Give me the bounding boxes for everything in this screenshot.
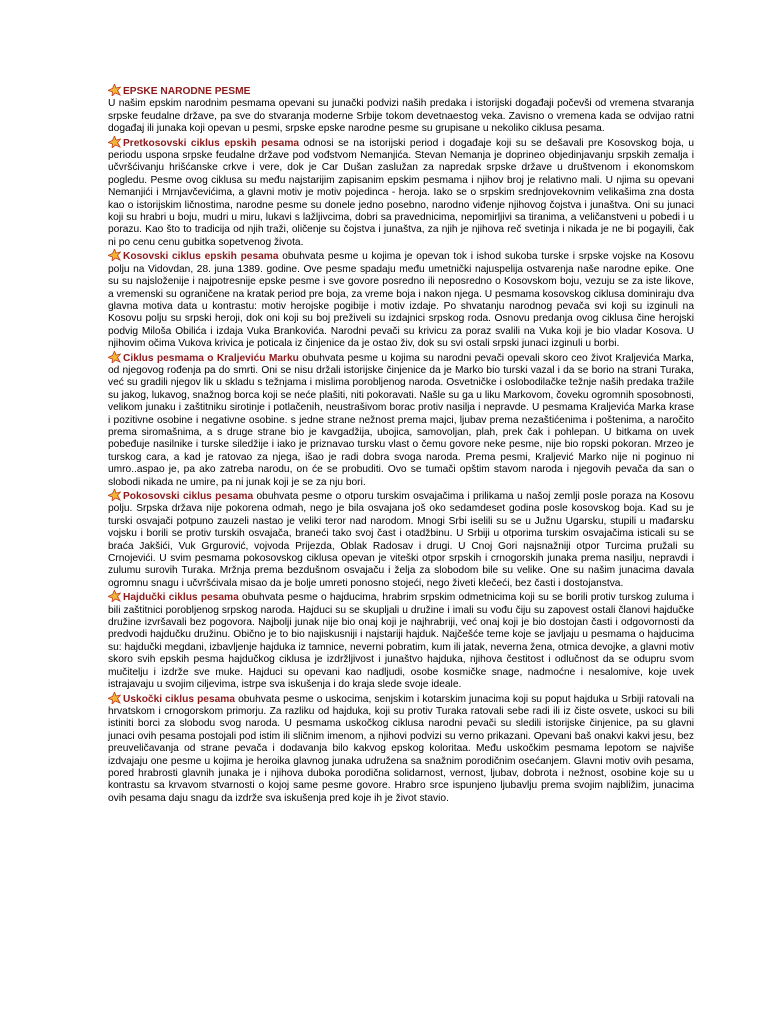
section-heading: Pokosovski ciklus pesama [123,491,254,502]
intro-text: U našim epskim narodnim pesmama opevani su junački podvizi naših predaka i istorijski događaji počevši od vremena stvaranja srpske feudalne države, pa sve do stvaranja moderne Srbije tokom devetnaestog veka. Zavisno o vremena kada se odvijao ratni događaj ili junaka koji opevan u pesmi, srpske epske narodne pesme su grupisane u nekoliko ciklusa pesama. [108,98,694,135]
star-burst-icon [108,249,121,261]
star-burst-icon [108,489,121,501]
section-heading: Hajdučki ciklus pesama [123,592,239,604]
section-text: odnosi se na istorijski period i događaje koji su se dešavali pre Kosovskog boja, u periodu uspona srpske feudalne države pod vođstvom Nemanjića. Stevan Nemanja je doprineo objedinjavanju srpskih zemalja i učvršćivanju hrišćanske crkve i vere, dok je Car Dušan zaslužan za napredak srpske države u društvenom i ekonomskom pogledu. Pesme ovog ciklusa su među najstarijim zapisanim epskim pesmama i njihov broj je relativno mali. U njima su opevani Nemanjići i Mrnjavčevićima, a glavni motiv je motiv pojedinca - heroja. Iako se o srpskim srednjovekovnim velikašima zna dosta kao o istorijskim ličnostima, narodne pesme su donele jedno posebno, narodno viđenje njihovog čojstva i junaštva. Oni su junaci koji su hrabri u boju, mudri u miru, lukavi s lažljivcima, dobri sa pravednicima, nepomirljivi sa tiranima, a veličanstveni u pobedi i u porazu. Kao što to tradicija od njih traži, oličenje su čojstva i junaštva, za njih je njihova reč svetinja i nikada je ne bi pogayili, čak ni po cenu cenu gubitka sopetvenog života. [108,137,694,248]
star-burst-icon [108,590,121,602]
document-body [108,84,694,805]
section-uskocki [108,692,694,806]
section-text: obuhvata pesme u kojima su narodni pevači opevali skoro ceo život Kraljevića Marka, od njegovog rođenja pa do smrti. Oni se nisu držali istorijske činjenice da je Marko bio turski vazal i da se borio na strani Turaka, već su gradili njegov lik u skladu s težnjama i mislima porobljenog naroda. Osvetničke i oslobodilačke težnje naših predaka tražile su jakog, lukavog, snažnog borca koji se neće plašiti, niti pokoravati. Našle su ga u liku Markovom, čoveku ogromnih sposobnosti, velikom junaku i zaštitniku sirotinje i potlačenih, neustrašivom borac protiv nasilja i nepravde. U pesmama Kraljevića Marka krase i pozitivne osobine i negativne osobine. s jedne strane nežnost prema majci, ljubav prema nezaštićenima i poštenima, a naročito prema siromašnima, a s druge strane bio je kavgadžija, ubojica, samovoljan, plah, prek čak i pohlepan. U bitkama on uvek pobeđuje nasilnike i turske siledžije i iako je priznavao tursku vlast o čemu govore neke pesme, nije bio ropski pokoran. Mrzeo je turskog cara, a kad je ratovao za njega, išao je radi dobra svoga naroda. Prema pesmi, Kraljević Marko nije ni poginuo ni umro..aspao je, pa ako zatreba narodu, on će se probuditi. Ovo se tumači opštim stavom naroda i njegovih pevača da san o slobodi nikada ne umire, pa ni junak koji je se za nju bori. [108,352,694,488]
section-text: obuhvata pesme o uskocima, senjskim i kotarskim junacima koji su poput hajduka u Srbiji ratovali na hrvatskom i crnogorskom primorju. Za razliku od hajduka, koji su protiv Turaka ratovali sebe radi ili iz čiste osvete, uskoci su bili istiniti borci za slobodu svog naroda. U pesmama uskočkog ciklusa narodni pevači su sledili istorijske činjenice, pa su glavni junaci ovih pesama postojali pod istim ili sličnim imenom, a njihovi podvizi su verno prikazani. Opevani baš onakvi kakvi jesu, bez preuveličavanja od strane pevača i dodavanja bilo kakvog epskog koloritaa. Među uskočkim pesmama lepotom se najviše izdvajaju one pesme u kojima je heroika glavnog junaka udružena sa snažnim porodičnim osećanjem. Glavni motiv ovih pesama, pored hrabrosti glavnih junaka je i njihova duboka porodična solidarnost, vernost, ljubav, dobrota i nežnost, osobine koje su u kontrastu sa krvavom stvarnosti o kojoj same pesme govore. Hrabro srce ispunjeno ljubavlju prema svojim najbližim, junacima ovih pesama daju snagu da izdrže sva iskušenja pred koje ih je život stavio. [108,693,694,804]
document-title-block [108,84,694,136]
section-text: obuhvata pesme o otporu turskim osvajačima i prilikama u našoj zemlji posle poraza na Kosovu polju. Srpska država nije pokorena odmah, nego je bila osvajana još oko sedamdeset godina posle kosovskog boja. Kad su je turski osvajači potpuno zauzeli nastao je veliki teror nad narodom. Mnogi Srbi iselili su se u Južnu Ugarsku, stupili u mađarsku vojsku i borili se protiv turskih osvajača, braneći tako svoj čast i otadžbinu. U Srbiji u otporima turskim osvajačima isticali su se braća Jakšići, Vuk Grgurović, vojvoda Prijezda, Oblak Radosav i drugi. U Cnoj Gori najsnažniji otpor Turcima pružali su Crnojevići. U svim pesmama pokosovskog ciklusa opevan je viteški otpor srpskih i crnogorskih junaka prema nasilju, nepravdi i zulumu surovih Turaka. Mržnja prema bezdušnom osvajaču i želja za slobodom bile su velike. One su našim junacima davala ogromnu snagu i učvršćivala misao da je bolje umreti ponosno stojeći, nego živeti klečeći, bez časti i dostojanstva. [108,491,694,589]
section-pretkosovski [108,136,694,250]
section-kosovski [108,249,694,350]
star-burst-icon [108,692,121,704]
star-burst-icon [108,84,121,96]
section-heading: Uskočki ciklus pesama [123,693,236,705]
section-heading: Kosovski ciklus epskih pesama [123,251,279,263]
section-pokosovski [108,489,694,590]
section-heading: Ciklus pesmama o Kraljeviću Marku [123,352,299,364]
section-kraljevic-marko [108,351,694,489]
section-hajducki [108,590,694,691]
document-title: EPSKE NARODNE PESME [123,86,251,97]
section-heading: Pretkosovski ciklus epskih pesama [123,137,300,149]
star-burst-icon [108,351,121,363]
star-burst-icon [108,136,121,148]
section-text: obuhvata pesme o hajducima, hrabrim srpskim odmetnicima koji su se borili protiv turskog zuluma i bili zaštitnici porobljenog srpskog naroda. Hajduci su se skupljali u družine i imali su vođu čiju su zapovest ostali članovi hajdučke družine izvršavali bez pogovora. Najbolji junak nije bio onaj koji je najhrabriji, već onaj koji je bio dostojan časti i odgovornosti da predvodi hajdučku družinu. Obično je to bio najiskusniji i najstariji hajduk. Najčešće teme koje se javljaju u pesmama o hajducima su: hajdučki megdani, izbavljenje hajduka iz tamnice, neverni pobratim, kum ili jatak, neverna žena, otmica devojke, a glavni motiv skoro svih epskih pesma hajdučkog ciklusa je izdržljivost i junaštvo hajduka, njihova čestitost i odlučnost da se odupru svom mučitelju i izdrže sve muke. Hajduci su opevani kao nadljudi, osobe kosmičke snage, nadmoćne i nesalomive, koje uvek istrajavaju u svojim ciljevima, istrpe sva iskušenja i do kraja slede svoje ideale. [108,592,694,691]
section-text: obuhvata pesme u kojima je opevan tok i ishod sukoba turske i srpske vojske na Kosovu polju na Vidovdan, 28. juna 1389. godine. Ove pesme spadaju među umetnički najuspelija ostvarenja naše narodne epike. One su su najsloženije i najpotresnije epske pesme i sve govore posredno ili neposredno o Kosovskom boju, vezuju se za iste likove, a vremenski su ograničene na kratak period pre boja, za vreme boja i nakon njega. U pesmama kosovskog ciklusa dominiraju dva glavna motiva data u kontrastu: motiv herojske pogibije i motiv izdaje. Po shvatanju narodnog pevača svi koji su izginuli na Kosovu polju su srpski heroji, dok oni koji su boj preživeli su izdajnici srpskog roda. Osnovu predanja ovog ciklusa čine herojski podvig Miloša Obilića i izdaja Vuka Brankovića. Narodni pevači su krivicu za poraz svalili na Vuka koji je bio vladar Kosova. U njihovim očima Vukova krivica je poticala iz činjenice da je ostao živ, dok su svi ostali srpski junaci izginuli u borbi. [108,251,694,350]
